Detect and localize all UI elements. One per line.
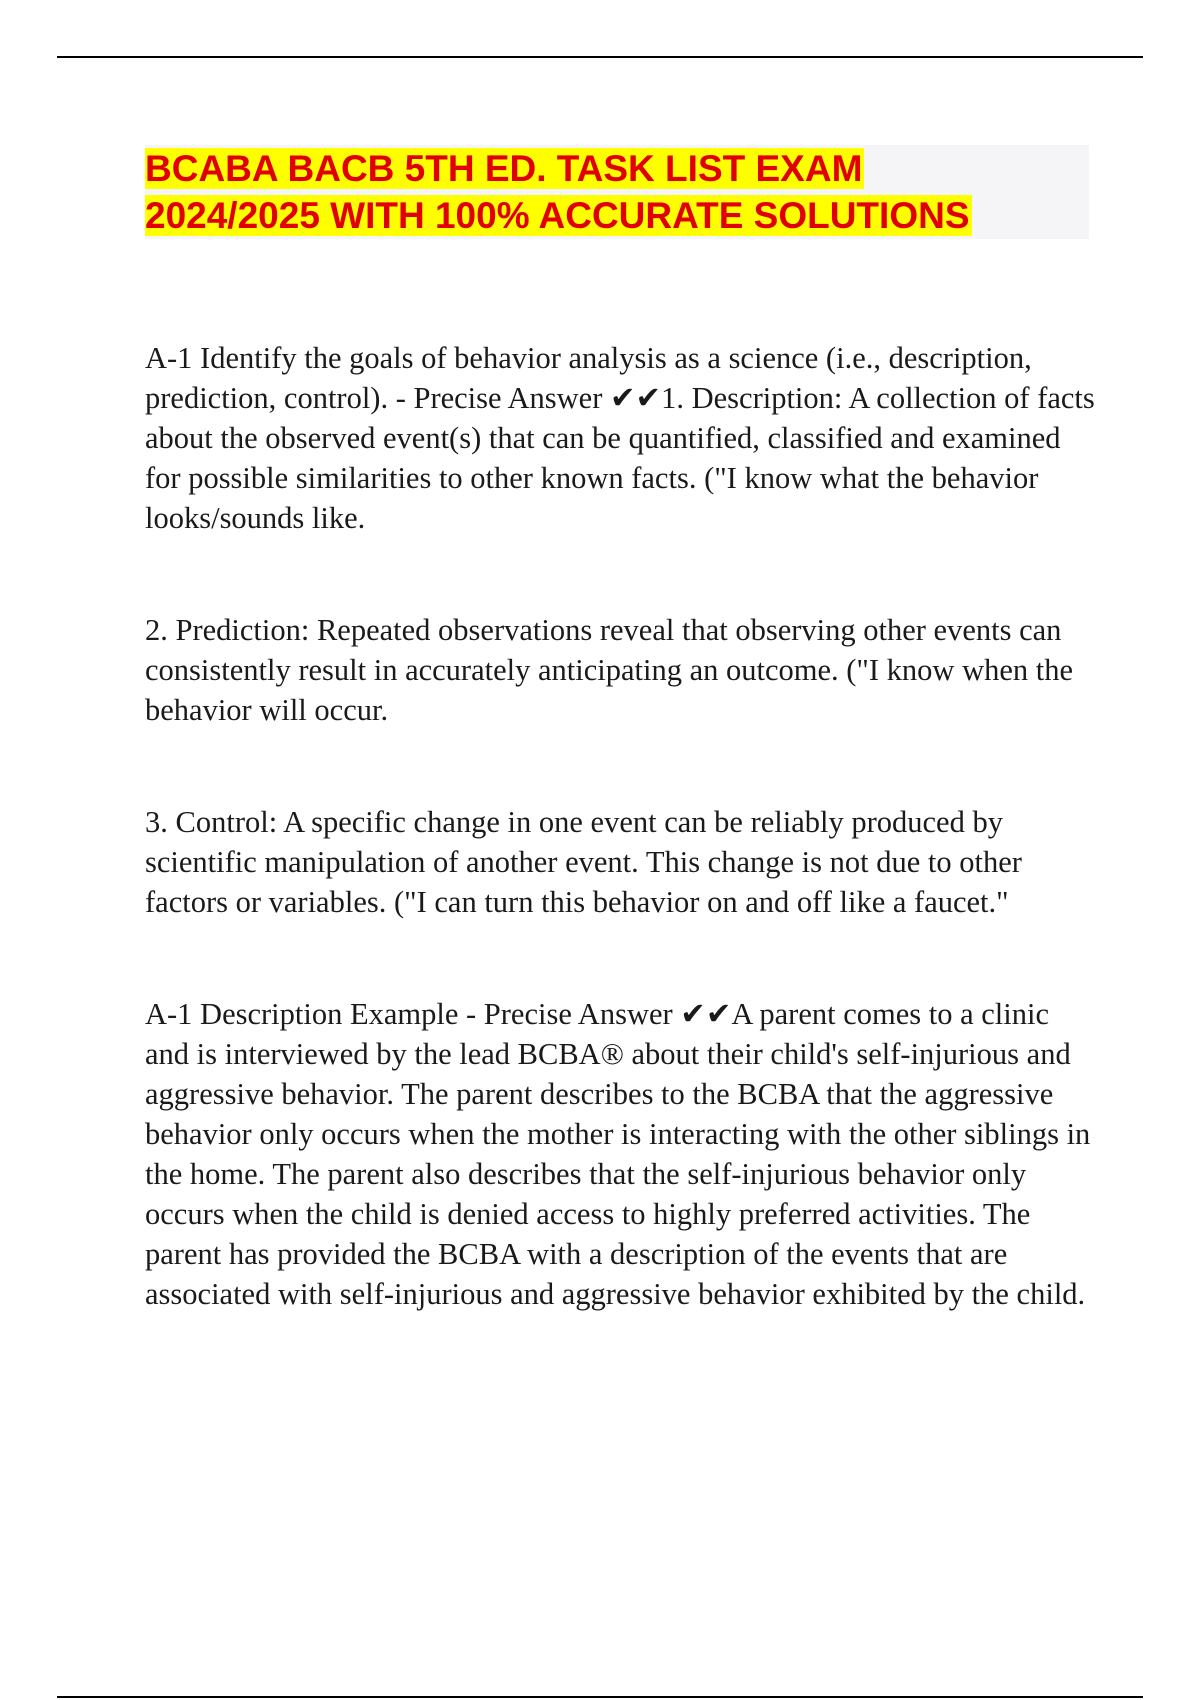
paragraph-goals-description: A-1 Identify the goals of behavior analysis as a science (i.e., description, prediction, control). - Precise Answer ✔✔1. Description: A collection of facts about the observed event(s) that can be quantified, classified and examined for possible similarities to other known facts. ("I know what the behavior looks/sounds like. [145,341,1095,535]
document-body [145,338,1095,1314]
document-title [145,145,1089,239]
title-line-1: BCABA BACB 5TH ED. TASK LIST EXAM [145,148,863,189]
bottom-divider [57,1696,1143,1698]
paragraph-control: 3. Control: A specific change in one event can be reliably produced by scientific manipulation of another event. This change is not due to other factors or variables. ("I can turn this behavior on and off like a faucet." [145,805,1022,919]
paragraph-prediction: 2. Prediction: Repeated observations reveal that observing other events can consistently result in accurately anticipating an outcome. ("I know when the behavior will occur. [145,613,1074,727]
title-line-2: 2024/2025 WITH 100% ACCURATE SOLUTIONS [145,195,970,236]
paragraph-description-example: A-1 Description Example - Precise Answer ✔✔A parent comes to a clinic and is interviewed by the lead BCBA® about their child's self-injurious and aggressive behavior. The parent describes to the BCBA that the aggressive behavior only occurs when the mother is interacting with the other siblings in the home. The parent also describes that the self-injurious behavior only occurs when the child is denied access to highly preferred activities. The parent has provided the BCBA with a description of the events that are associated with self-injurious and aggressive behavior exhibited by the child. [145,997,1091,1311]
top-divider [57,56,1143,58]
